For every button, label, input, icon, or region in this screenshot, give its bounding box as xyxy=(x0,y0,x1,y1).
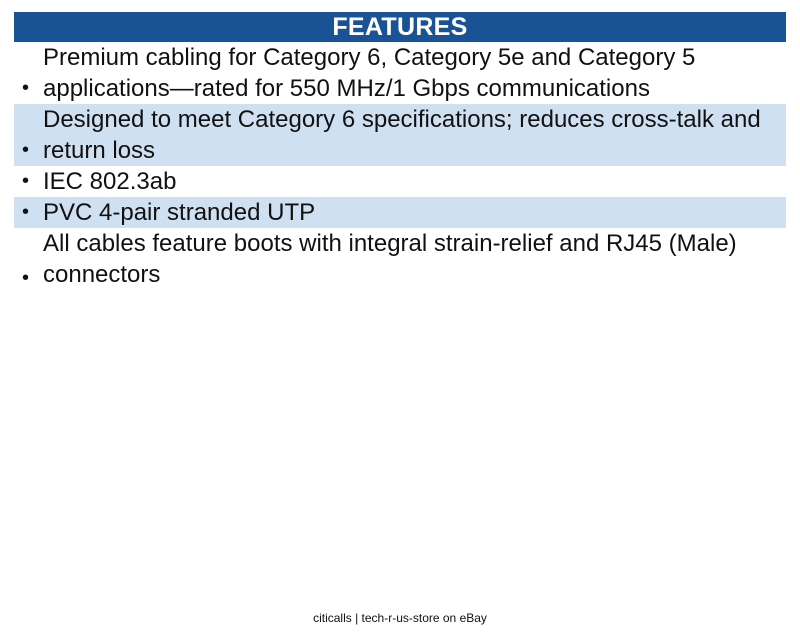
feature-item xyxy=(14,42,786,104)
feature-text: Designed to meet Category 6 specifications; reduces cross-talk and return loss xyxy=(43,106,761,164)
bullet-icon: • xyxy=(22,139,30,161)
feature-text: Premium cabling for Category 6, Category 5e and Category 5 applications—rated for 550 MHz/1 Gbps communications xyxy=(43,44,696,102)
features-title: FEATURES xyxy=(332,13,468,41)
feature-item xyxy=(14,104,786,166)
feature-text: IEC 802.3ab xyxy=(43,168,177,195)
bullet-icon: • xyxy=(22,267,30,289)
footer-credit: citicalls | tech-r-us-store on eBay xyxy=(313,611,487,625)
feature-text: All cables feature boots with integral strain-relief and RJ45 (Male) connectors xyxy=(43,230,737,288)
feature-item xyxy=(14,166,786,197)
features-list xyxy=(14,42,786,294)
feature-text: PVC 4-pair stranded UTP xyxy=(43,199,316,226)
feature-item xyxy=(14,228,786,294)
bullet-icon: • xyxy=(22,201,30,223)
bullet-icon: • xyxy=(22,77,30,99)
features-header xyxy=(14,12,786,42)
feature-item xyxy=(14,197,786,228)
bullet-icon: • xyxy=(22,170,30,192)
